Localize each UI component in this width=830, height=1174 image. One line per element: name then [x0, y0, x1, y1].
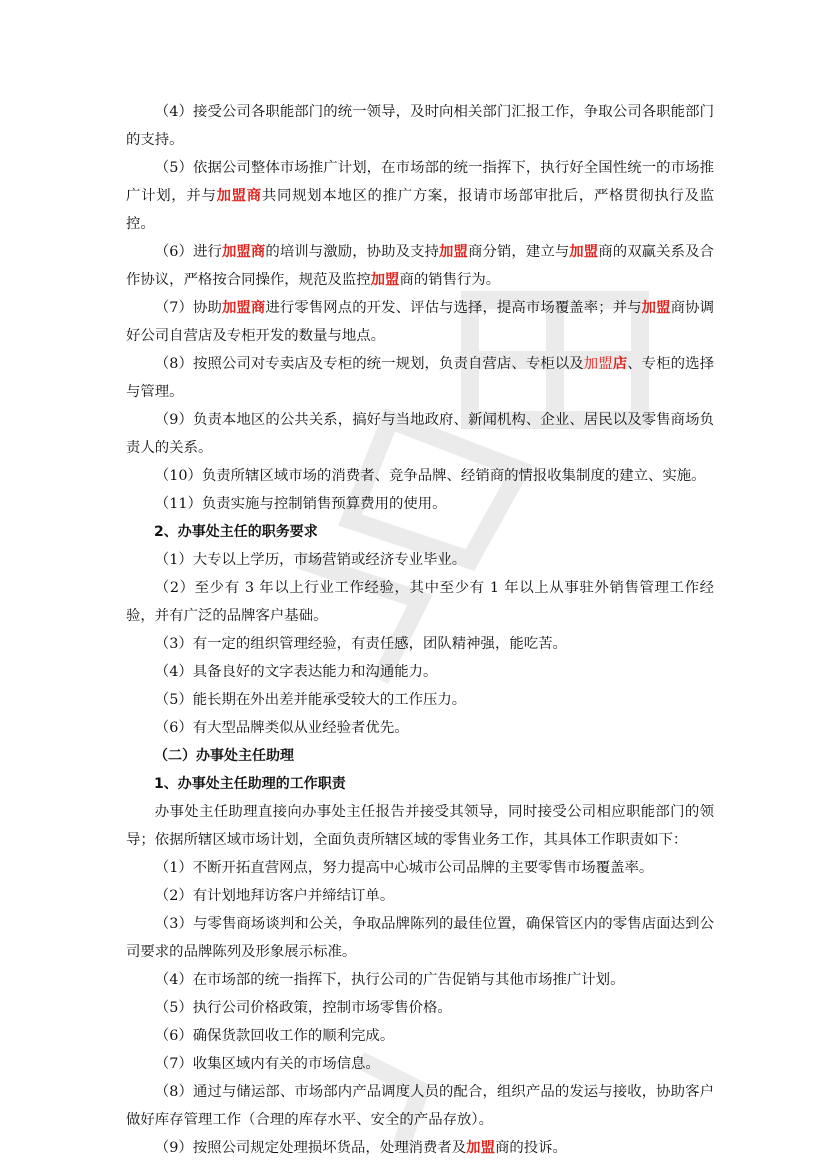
document-body — [126, 98, 714, 1162]
section-heading: 1、办事处主任助理的工作职责 — [154, 776, 346, 792]
highlight-term: 加盟 — [583, 356, 613, 372]
highlight-term: 加盟商 — [221, 243, 266, 260]
paragraph: （7）协助加盟商进行零售网点的开发、评估与选择，提高市场覆盖率；并与加盟商协调好公司自营店及专柜开发的数量与地点。 — [126, 299, 714, 344]
paragraph: （5）能长期在外出差并能承受较大的工作压力。 — [154, 692, 467, 708]
highlight-term: 加盟 — [641, 299, 671, 316]
paragraph: （1）不断开拓直营网点，努力提高中心城市公司品牌的主要零售市场覆盖率。 — [154, 860, 654, 876]
paragraph: 办事处主任助理直接向办事处主任报告并接受其领导，同时接受公司相应职能部门的领导；依据所辖区域市场计划，全面负责所辖区域的零售业务工作，其具体工作职责如下： — [126, 804, 714, 848]
highlight-term: 加盟 — [370, 271, 400, 288]
paragraph: （2）有计划地拜访客户并缔结订单。 — [154, 888, 395, 904]
highlight-term: 加盟商 — [216, 187, 262, 204]
paragraph: （3）与零售商场谈判和公关，争取品牌陈列的最佳位置，确保管区内的零售店面达到公司要求的品牌陈列及形象展示标准。 — [126, 916, 714, 960]
paragraph: （10）负责所辖区域市场的消费者、竞争品牌、经销商的情报收集制度的建立、实施。 — [154, 468, 706, 484]
highlight-term: 加盟 — [466, 1139, 495, 1156]
paragraph: （6）有大型品牌类似从业经验者优先。 — [154, 720, 409, 736]
paragraph: （3）有一定的组织管理经验，有责任感，团队精神强，能吃苦。 — [154, 636, 567, 652]
paragraph: （9）负责本地区的公共关系，搞好与当地政府、新闻机构、企业、居民以及零售商场负责人的关系。 — [126, 412, 714, 456]
paragraph: （9）按照公司规定处理损坏货品，处理消费者及加盟商的投诉。 — [154, 1139, 567, 1156]
section-heading: 2、办事处主任的职务要求 — [154, 524, 318, 540]
paragraph: （2）至少有 3 年以上行业工作经验，其中至少有 1 年以上从事驻外销售管理工作经验，并有广泛的品牌客户基础。 — [126, 580, 714, 624]
highlight-term: 加盟 — [569, 243, 599, 260]
paragraph: （6）进行加盟商的培训与激励，协助及支持加盟商分销，建立与加盟商的双赢关系及合作协议，严格按合同操作，规范及监控加盟商的销售行为。 — [126, 243, 714, 288]
paragraph: （11）负责实施与控制销售预算费用的使用。 — [154, 496, 447, 512]
paragraph: （4）在市场部的统一指挥下，执行公司的广告促销与其他市场推广计划。 — [154, 972, 625, 988]
highlight-term: 店 — [612, 355, 628, 372]
paragraph: （5）执行公司价格政策，控制市场零售价格。 — [154, 1000, 452, 1016]
paragraph: （4）具备良好的文字表达能力和沟通能力。 — [154, 664, 438, 680]
highlight-term: 加盟商 — [221, 299, 266, 316]
paragraph: （8）按照公司对专卖店及专柜的统一规划，负责自营店、专柜以及加盟店、专柜的选择与管理。 — [126, 355, 714, 400]
paragraph: （1）大专以上学历，市场营销或经济专业毕业。 — [154, 552, 467, 568]
section-heading: （二）办事处主任助理 — [154, 748, 294, 764]
paragraph: （5）依据公司整体市场推广计划，在市场部的统一指挥下，执行好全国性统一的市场推广计划，并与加盟商共同规划本地区的推广方案，报请市场部审批后，严格贯彻执行及监控。 — [126, 160, 714, 232]
paragraph: （6）确保货款回收工作的顺利完成。 — [154, 1028, 395, 1044]
highlight-term: 加盟 — [439, 243, 468, 260]
paragraph: （8）通过与储运部、市场部内产品调度人员的配合，组织产品的发运与接收，协助客户做好库存管理工作（合理的库存水平、安全的产品存放）。 — [126, 1084, 714, 1128]
paragraph: （7）收集区域内有关的市场信息。 — [154, 1056, 380, 1072]
paragraph: （4）接受公司各职能部门的统一领导，及时向相关部门汇报工作，争取公司各职能部门的支持。 — [126, 104, 714, 148]
